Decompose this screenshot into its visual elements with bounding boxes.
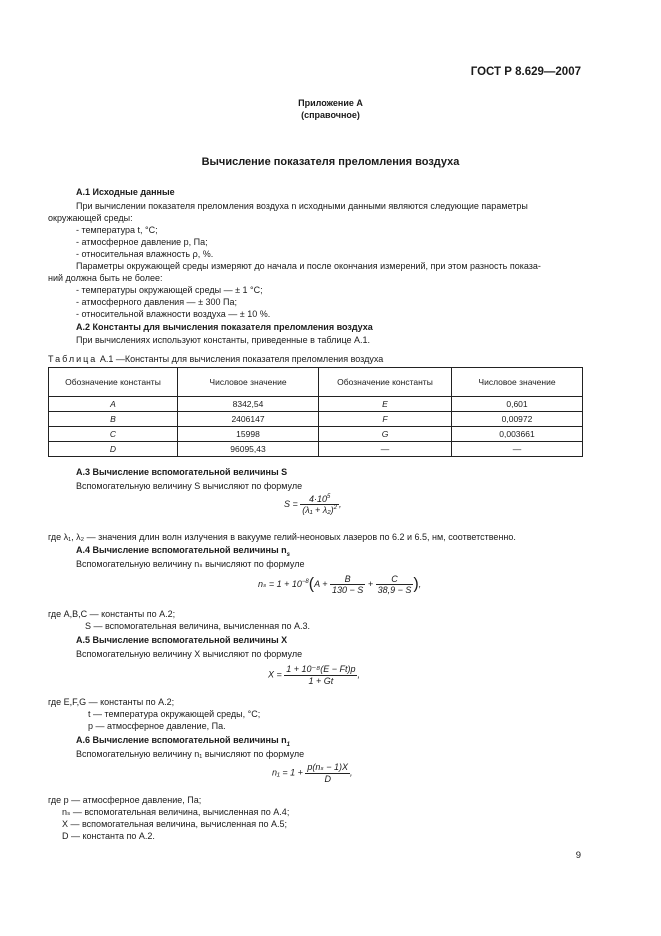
- table-cell: G: [319, 427, 452, 442]
- formula-s: S = $\frac{4\cdot 10^5}{(\lambda_1 + \lambda_2)^2}$ ,: [284, 494, 342, 515]
- a2-text: При вычислениях используют константы, приведенные в таблице А.1.: [76, 335, 371, 345]
- table-header: Числовое значение: [452, 368, 583, 397]
- a3-text: Вспомогательную величину S вычисляют по формуле: [76, 481, 303, 491]
- table-row: [49, 427, 583, 442]
- table-cell: C: [49, 427, 178, 442]
- table-cell: 0,00972: [452, 412, 583, 427]
- table-header-row: [49, 368, 583, 397]
- section-a6-heading: А.6 Вычисление вспомогательной величины $n_1$: [76, 735, 290, 748]
- formula-fraction: $\frac{B}{130 - S}$: [332, 574, 364, 595]
- a1-item: - температура t, °С;: [76, 225, 158, 235]
- table-row: [49, 397, 583, 412]
- a6-where-1: где p — атмосферное давление, Па;: [48, 795, 202, 805]
- a4-where-2: S — вспомогательная величина, вычисленная по А.3.: [85, 621, 310, 631]
- a1-limit: - относительной влажности воздуха — ± 10 %.: [76, 309, 271, 319]
- a6-where-2: nₛ — вспомогательная величина, вычисленная по А.4;: [62, 807, 290, 817]
- a4-where-1: где A,B,C — константы по А.2;: [48, 609, 176, 619]
- a5-where-3: p — атмосферное давление, Па.: [88, 721, 226, 731]
- formula-fraction: $\frac{\text{p(nₛ − 1)X}}{D}$: [307, 762, 349, 784]
- fraction-denominator: $(\lambda_1 + \lambda_2)^2$: [302, 505, 338, 515]
- constants-table: [48, 367, 583, 457]
- a4-text: Вспомогательную величину nₛ вычисляют по формуле: [76, 559, 305, 569]
- a6-where-3: X — вспомогательная величина, вычисленная по А.5;: [62, 819, 287, 829]
- table-cell: 0,601: [452, 397, 583, 412]
- main-title: Вычисление показателя преломления воздуха: [201, 156, 460, 168]
- table-cell: D: [49, 442, 178, 457]
- a1-intro-1: При вычислении показателя преломления воздуха n исходными данными являются следующие параметры: [76, 201, 528, 211]
- annex-title: Приложение А: [298, 98, 363, 108]
- a3-where: где λ₁, λ₂ — значения длин волн излучения в вакууме гелий-неоновых лазеров по 6.2 и 6.5, нм, соответственно.: [48, 532, 516, 542]
- fraction-numerator: $4\cdot 10^5$: [300, 494, 339, 505]
- formula-fraction: $\frac{C}{38,9 - S}$: [377, 574, 412, 595]
- table-cell: 8342,54: [178, 397, 319, 412]
- formula-fraction: $\frac{\text{1 + 10⁻⁸(E − Ft)p}}{1 + Gt}$: [286, 664, 356, 686]
- a5-where-1: где E,F,G — константы по А.2;: [48, 697, 175, 707]
- a1-item: - атмосферное давление p, Па;: [76, 237, 208, 247]
- table-cell: 2406147: [178, 412, 319, 427]
- annex-subtitle: (справочное): [301, 110, 360, 120]
- table-caption: [48, 353, 383, 365]
- a6-text: Вспомогательную величину n₁ вычисляют по формуле: [76, 749, 305, 759]
- table-header: Обозначение константы: [319, 368, 452, 397]
- section-a2-heading: А.2 Константы для вычисления показателя преломления воздуха: [76, 322, 373, 332]
- a1-item: - относительная влажность ρ, %.: [76, 249, 214, 259]
- page-number: 9: [575, 850, 581, 861]
- formula-n1: n₁ = 1 + $\frac{\text{p(nₛ − 1)X}}{D}$ ,: [272, 762, 353, 784]
- a1-limits-1: Параметры окружающей среды измеряют до начала и после окончания измерений, при этом разность показа-: [76, 261, 541, 271]
- section-a5-heading: А.5 Вычисление вспомогательной величины X: [76, 635, 288, 645]
- a5-where-2: t — температура окружающей среды, °С;: [88, 709, 261, 719]
- a6-where-4: D — константа по А.2.: [62, 831, 155, 841]
- a1-limits-2: ний должна быть не более:: [48, 273, 163, 283]
- a1-limit: - атмосферного давления — ± 300 Па;: [76, 297, 237, 307]
- table-caption-text: А.1 —Константы для вычисления показателя преломления воздуха: [99, 354, 384, 364]
- table-header: Числовое значение: [178, 368, 319, 397]
- table-caption-label: Таблица: [48, 354, 98, 364]
- section-a3-heading: А.3 Вычисление вспомогательной величины S: [76, 467, 288, 477]
- a5-text: Вспомогательную величину X вычисляют по формуле: [76, 649, 303, 659]
- formula-fraction: [300, 494, 339, 515]
- formula-ns: $n_s = 1 + 10^{-8}(A$ + $\frac{B}{130 - S}$ + $\frac{C}{38,9 - S}$ ),: [258, 574, 422, 595]
- table-row: [49, 442, 583, 457]
- a1-intro-2: окружающей среды:: [48, 213, 133, 223]
- formula-x: X = $\frac{\text{1 + 10⁻⁸(E − Ft)p}}{1 + Gt}$ ,: [268, 664, 360, 686]
- table-cell: F: [319, 412, 452, 427]
- table-cell: 15998: [178, 427, 319, 442]
- table-row: [49, 412, 583, 427]
- table-cell: 96095,43: [178, 442, 319, 457]
- table-cell: —: [319, 442, 452, 457]
- section-a4-heading: А.4 Вычисление вспомогательной величины $n_s$: [76, 545, 290, 558]
- formula-lhs: S =: [284, 498, 298, 509]
- a1-limit: - температуры окружающей среды — ± 1 °С;: [76, 285, 263, 295]
- table-cell: —: [452, 442, 583, 457]
- table-cell: E: [319, 397, 452, 412]
- table-cell: A: [49, 397, 178, 412]
- table-cell: B: [49, 412, 178, 427]
- table-cell: 0,003661: [452, 427, 583, 442]
- section-a1-heading: А.1 Исходные данные: [76, 187, 175, 197]
- table-header: Обозначение константы: [49, 368, 178, 397]
- doc-number: ГОСТ Р 8.629—2007: [470, 66, 581, 78]
